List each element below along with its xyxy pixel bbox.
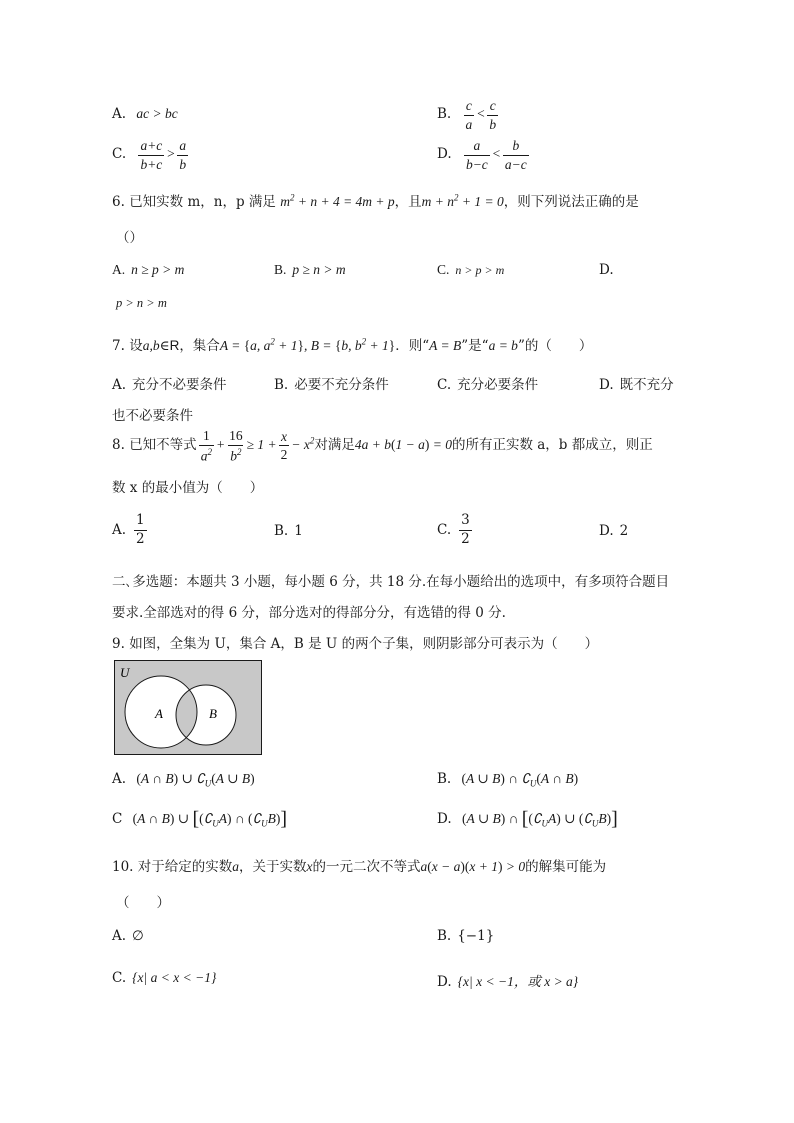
q10-option-a[interactable] — [112, 928, 144, 944]
option-text: n ≥ p > m — [131, 262, 185, 277]
q8-option-d[interactable] — [599, 523, 628, 539]
option-label: C. — [112, 970, 127, 986]
option-text: ∅ — [132, 928, 144, 944]
option-text: 2 — [619, 523, 629, 539]
stem-text: 已知实数 m，n，p 满足 — [129, 194, 276, 210]
option-formula: (A ∪ B) ∩ [$(∁_UA)$ ∪ $(∁_UB)$] — [461, 808, 618, 830]
option-text: {x| x < −1，或 x > a} — [457, 974, 579, 989]
stem-formula: $m^2 + n + 4 = 4m + p$ — [280, 192, 395, 209]
q6-stem — [112, 190, 639, 210]
venn-diagram — [114, 660, 262, 755]
q7-option-d[interactable] — [599, 373, 674, 393]
option-label: A. — [112, 928, 127, 944]
option-text: 1 — [294, 523, 303, 539]
stem-text: ，则下列说法正确的是 — [503, 194, 639, 210]
stem-text: 对满足 — [314, 436, 355, 453]
option-label: A. — [112, 771, 127, 787]
stem-formula: x — [306, 859, 313, 874]
option-text: p ≥ n > m — [292, 262, 346, 277]
option-label: C. — [437, 521, 452, 538]
stem-text: ，关于实数 — [239, 859, 307, 875]
q10-paren: （ ） — [116, 895, 170, 911]
q6-option-d-text: p > n > m — [116, 296, 167, 310]
option-text: n > p > m — [455, 263, 505, 277]
option-formula: $\frac{a}{b-c}$ < $\frac{b}{a-c}$ — [465, 138, 527, 172]
stem-text: ，集合 — [179, 338, 220, 354]
option-label: A. — [112, 106, 127, 122]
set-b-label: B — [209, 706, 217, 721]
q10-stem — [112, 855, 606, 875]
option-label: D. — [437, 146, 452, 163]
stem-formula: a,b — [142, 338, 160, 353]
set-a-label: A — [155, 706, 163, 721]
option-label: B. — [437, 928, 452, 944]
stem-text: ，且 — [394, 194, 422, 210]
q7-option-b[interactable] — [274, 373, 389, 393]
option-label: C. — [437, 262, 450, 277]
q7-option-c[interactable] — [437, 373, 538, 393]
stem-formula: A = B — [429, 338, 462, 353]
option-label: A. — [112, 521, 127, 538]
stem-text: 如图，全集为 U，集合 A，B 是 U 的两个子集，则阴影部分可表示为（ ） — [129, 636, 599, 652]
option-formula: (A ∩ B) ∪ [$(∁_UA)$ ∩ $(∁_UB)$] — [132, 808, 287, 830]
q10-option-d[interactable] — [437, 970, 578, 990]
question-number: 6. — [112, 194, 125, 210]
stem-text: 的解集可能为 — [525, 859, 607, 875]
stem-formula: 4a + b(1 − a) = 0 — [354, 436, 452, 452]
stem-formula: a — [232, 859, 240, 874]
option-label: C. — [112, 146, 127, 163]
q10-option-b[interactable] — [437, 928, 494, 944]
q5-option-c[interactable] — [112, 138, 190, 172]
option-label: C. — [437, 377, 452, 393]
option-text: 必要不充分条件 — [294, 377, 389, 393]
q6-option-c[interactable] — [437, 262, 504, 278]
q9-option-b[interactable] — [437, 771, 578, 789]
question-number: 9. — [112, 636, 125, 652]
stem-text: 的一元二次不等式 — [312, 859, 421, 875]
option-text: {−1} — [457, 928, 495, 944]
option-text: 充分不必要条件 — [132, 377, 227, 393]
option-label: B. — [437, 106, 452, 123]
stem-text: 已知不等式 — [129, 436, 197, 453]
q6-option-a[interactable] — [112, 262, 184, 278]
q6-option-b[interactable] — [274, 262, 346, 278]
stem-text: ”是“ — [461, 338, 489, 354]
option-formula: $\frac{a+c}{b+c}$ > $\frac{a}{b}$ — [140, 138, 187, 172]
option-label: D. — [599, 523, 614, 539]
option-label: B. — [437, 771, 452, 787]
option-label: B. — [274, 523, 289, 539]
option-fraction: $\frac{1}{2}$ — [136, 512, 145, 547]
q5-option-b[interactable] — [437, 98, 500, 132]
option-text: {x| a < x < −1} — [132, 970, 217, 985]
q8-stem — [112, 428, 653, 464]
stem-formula: $m + n^2 + 1 = 0$ — [421, 192, 504, 209]
option-formula: $\frac{c}{a}$ < $\frac{c}{b}$ — [465, 98, 497, 132]
q8-stem-line2: 数 x 的最小值为（ ） — [112, 480, 264, 496]
q5-option-d[interactable] — [437, 138, 531, 172]
q9-option-a[interactable] — [112, 771, 255, 789]
q9-stem — [112, 632, 598, 652]
question-number: 8. — [112, 436, 125, 453]
option-label: D. — [437, 811, 452, 827]
section-heading-line2: 要求.全部选对的得 6 分，部分选对的得部分分，有选错的得 0 分. — [112, 605, 506, 621]
q6-paren: （） — [116, 230, 143, 246]
stem-text: ”的（ ） — [517, 338, 593, 354]
option-text: 既不充分 — [619, 377, 674, 393]
q7-option-d-wrap: 也不必要条件 — [112, 408, 193, 424]
q9-option-c[interactable] — [112, 808, 287, 831]
q9-option-d[interactable] — [437, 808, 618, 831]
option-label: A. — [112, 377, 127, 393]
option-fraction: $\frac{3}{2}$ — [461, 512, 470, 547]
q5-option-a[interactable] — [112, 106, 178, 122]
option-formula: (A ∪ B) ∩ $∁_U(A$ ∩ B) — [461, 771, 579, 789]
option-formula: (A ∩ B) ∪ $∁_U(A$ ∪ B) — [136, 771, 255, 789]
option-label: D. — [599, 377, 614, 393]
q7-option-a[interactable] — [112, 373, 227, 393]
option-label: B. — [274, 377, 289, 393]
stem-text: ．则“ — [395, 338, 430, 354]
option-formula: ac > bc — [136, 106, 178, 121]
question-number: 7. — [112, 338, 125, 354]
option-text: 充分必要条件 — [457, 377, 539, 393]
stem-text: 设 — [129, 338, 143, 354]
option-label: D. — [437, 974, 452, 990]
q10-option-c[interactable] — [112, 970, 216, 986]
q8-option-a[interactable] — [112, 513, 149, 547]
question-number: 10. — [112, 859, 134, 875]
stem-formula: A = {a, $a^2 + 1$}, B = {b, $b^2 + 1$} — [219, 336, 396, 353]
q7-stem: 7. 设a,b∈R，集合A = {a, $a^2 + 1$}, B = {b, $b^2 + 1$}．则“A = B”是“a = b”的（ ） — [112, 336, 593, 354]
option-label: B. — [274, 262, 287, 277]
stem-formula: $\frac{1}{a^2}$ + $\frac{16}{b^2}$ ≥ 1 + $\frac{x}{2}$ − $x^2$ — [200, 428, 315, 464]
stem-formula: a = b — [488, 338, 518, 353]
stem-formula: a(x − a)(x + 1) > 0 — [420, 859, 526, 874]
q6-option-d[interactable] — [599, 262, 620, 278]
universe-label: U — [120, 665, 130, 680]
option-label: D. — [599, 262, 614, 278]
venn-svg — [114, 660, 262, 755]
option-label: C — [112, 811, 123, 827]
stem-text: 的所有正实数 a，b 都成立，则正 — [451, 436, 653, 453]
stem-text: 对于给定的实数 — [137, 859, 233, 875]
option-label: A. — [112, 262, 126, 277]
q8-option-c[interactable] — [437, 513, 474, 547]
section-heading-line1: 二､多选题：本题共 3 小题，每小题 6 分，共 18 分.在每小题给出的选项中，有多项符合题目 — [112, 574, 670, 590]
q8-option-b[interactable] — [274, 523, 303, 539]
